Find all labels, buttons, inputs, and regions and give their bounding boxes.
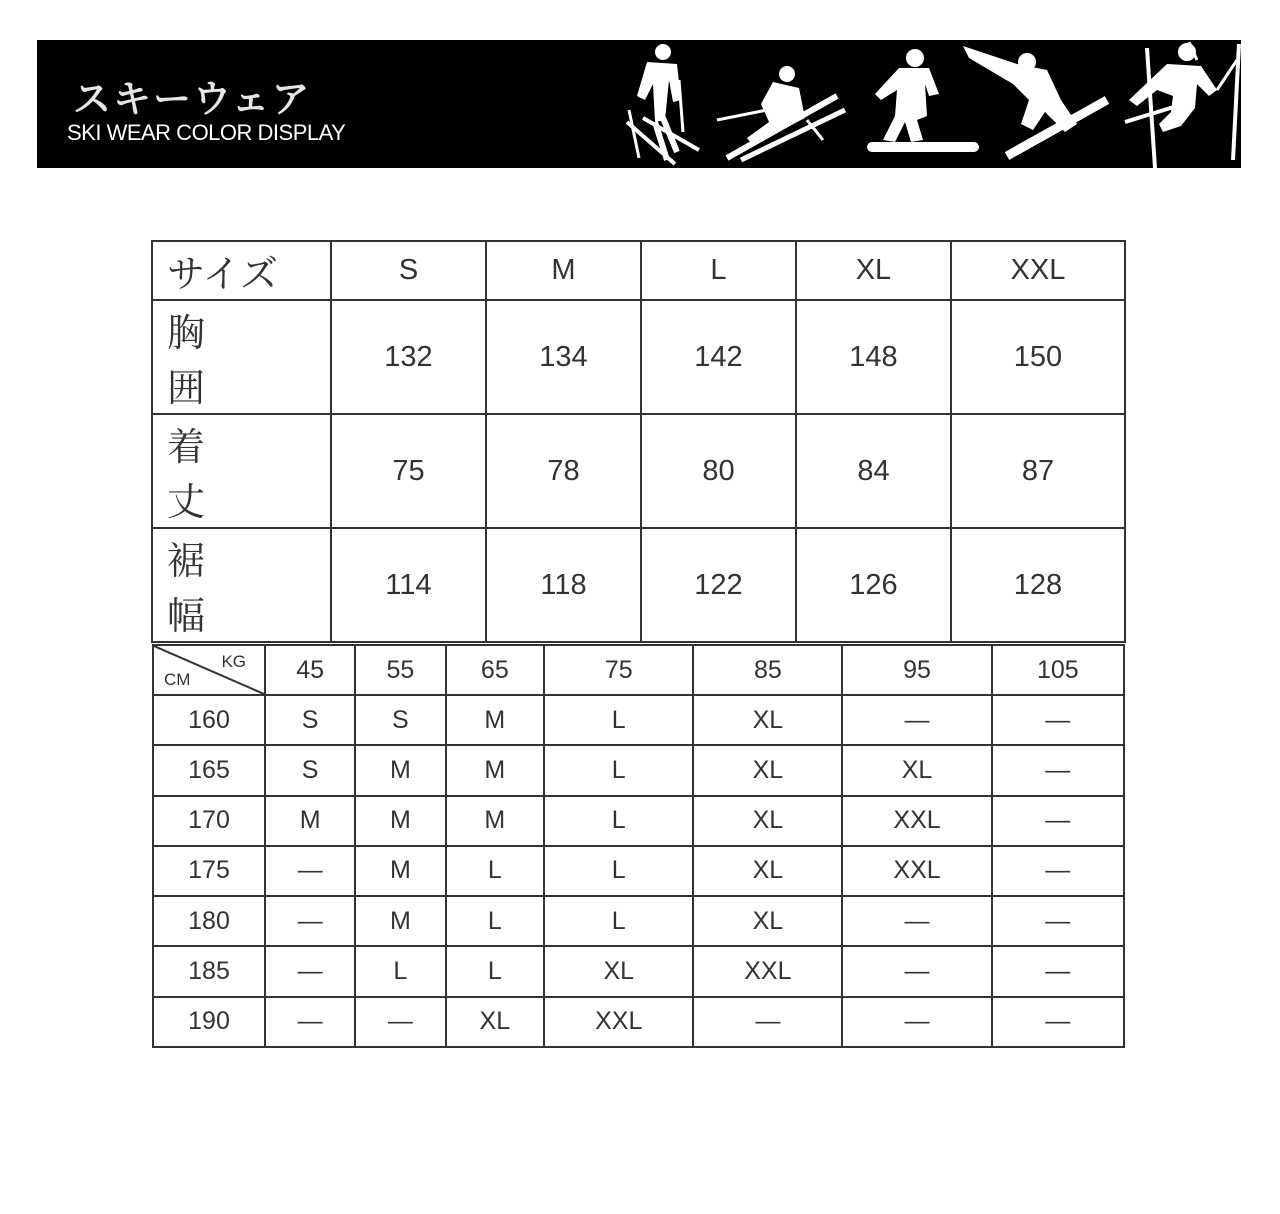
height-unit-label: CM: [164, 670, 191, 689]
measurement-cell: 150: [951, 300, 1125, 414]
weight-column-header: 105: [992, 645, 1124, 695]
size-cell: L: [544, 695, 693, 745]
size-cell: XL: [446, 997, 545, 1047]
measurement-cell: 118: [486, 528, 641, 642]
size-cell: —: [842, 896, 991, 946]
size-cell: XL: [693, 896, 842, 946]
weight-column-header: 65: [446, 645, 545, 695]
row-label-chest: 胸囲: [152, 300, 331, 414]
size-cell: XXL: [842, 796, 991, 846]
size-cell: XXL: [842, 846, 991, 896]
banner-subtitle: SKI WEAR COLOR DISPLAY: [67, 120, 346, 145]
table-row: [153, 796, 1124, 846]
size-column-header: M: [486, 241, 641, 300]
measurement-cell: 84: [796, 414, 951, 528]
measurement-cell: 75: [331, 414, 486, 528]
skier-silhouettes: [577, 40, 1241, 168]
size-column-header: XL: [796, 241, 951, 300]
measurement-cell: 128: [951, 528, 1125, 642]
table-row: [153, 745, 1124, 795]
height-row-header: 165: [153, 745, 265, 795]
height-row-header: 185: [153, 946, 265, 996]
size-cell: XL: [693, 846, 842, 896]
size-column-header: XXL: [951, 241, 1125, 300]
size-cell: M: [446, 796, 545, 846]
header-banner: [37, 40, 1241, 168]
size-column-header: S: [331, 241, 486, 300]
size-cell: XL: [693, 796, 842, 846]
size-cell: —: [693, 997, 842, 1047]
size-cell: —: [992, 796, 1124, 846]
size-cell: L: [446, 846, 545, 896]
size-cell: M: [355, 796, 445, 846]
size-cell: M: [446, 695, 545, 745]
size-cell: S: [265, 695, 355, 745]
size-cell: L: [446, 946, 545, 996]
size-cell: L: [544, 745, 693, 795]
size-cell: S: [355, 695, 445, 745]
size-cell: —: [265, 846, 355, 896]
size-column-header: L: [641, 241, 796, 300]
measurement-cell: 78: [486, 414, 641, 528]
size-cell: —: [992, 745, 1124, 795]
table-row: [153, 997, 1124, 1047]
size-cell: M: [355, 745, 445, 795]
table-row: [153, 846, 1124, 896]
table-row: [153, 896, 1124, 946]
size-row-chest: [152, 300, 1125, 414]
size-cell: XL: [544, 946, 693, 996]
size-cell: XL: [842, 745, 991, 795]
size-header-row: [152, 241, 1125, 300]
corner-cell: [153, 645, 265, 695]
weight-header-row: [153, 645, 1124, 695]
measurement-cell: 80: [641, 414, 796, 528]
size-header-label: サイズ: [152, 241, 331, 300]
size-cell: M: [355, 896, 445, 946]
size-cell: L: [355, 946, 445, 996]
banner-title: スキーウェア: [73, 77, 312, 121]
height-row-header: 190: [153, 997, 265, 1047]
size-cell: —: [355, 997, 445, 1047]
snowboarder-icon: [963, 46, 1107, 156]
size-cell: M: [446, 745, 545, 795]
size-cell: —: [265, 946, 355, 996]
size-cell: XXL: [693, 946, 842, 996]
size-cell: L: [544, 796, 693, 846]
height-row-header: 160: [153, 695, 265, 745]
row-label-hem-width: 裾幅: [152, 528, 331, 642]
measurement-cell: 142: [641, 300, 796, 414]
height-row-header: 175: [153, 846, 265, 896]
size-cell: —: [992, 997, 1124, 1047]
size-cell: M: [355, 846, 445, 896]
height-row-header: 170: [153, 796, 265, 846]
size-cell: XL: [693, 695, 842, 745]
size-row-hem-width: [152, 528, 1125, 642]
size-cell: XXL: [544, 997, 693, 1047]
size-cell: S: [265, 745, 355, 795]
size-cell: L: [544, 896, 693, 946]
skier-icon: [1125, 42, 1239, 168]
size-cell: —: [992, 695, 1124, 745]
size-cell: —: [265, 896, 355, 946]
measurement-cell: 148: [796, 300, 951, 414]
row-label-length: 着丈: [152, 414, 331, 528]
size-cell: —: [842, 946, 991, 996]
weight-column-header: 85: [693, 645, 842, 695]
size-chart-table: [151, 240, 1126, 643]
snowboarder-icon: [867, 49, 979, 152]
size-cell: M: [265, 796, 355, 846]
measurement-cell: 134: [486, 300, 641, 414]
weight-column-header: 55: [355, 645, 445, 695]
height-row-header: 180: [153, 896, 265, 946]
weight-unit-label: KG: [221, 652, 246, 671]
size-cell: —: [992, 846, 1124, 896]
size-cell: —: [992, 946, 1124, 996]
measurement-cell: 132: [331, 300, 486, 414]
measurement-cell: 87: [951, 414, 1125, 528]
size-cell: XL: [693, 745, 842, 795]
skier-icon: [717, 66, 845, 160]
size-cell: —: [992, 896, 1124, 946]
size-cell: —: [842, 695, 991, 745]
size-cell: —: [842, 997, 991, 1047]
measurement-cell: 126: [796, 528, 951, 642]
measurement-cell: 114: [331, 528, 486, 642]
measurement-cell: 122: [641, 528, 796, 642]
weight-column-header: 45: [265, 645, 355, 695]
size-row-length: [152, 414, 1125, 528]
weight-column-header: 75: [544, 645, 693, 695]
size-cell: —: [265, 997, 355, 1047]
weight-column-header: 95: [842, 645, 991, 695]
table-row: [153, 946, 1124, 996]
size-cell: L: [544, 846, 693, 896]
size-cell: L: [446, 896, 545, 946]
skier-icon: [627, 44, 699, 164]
table-row: [153, 695, 1124, 745]
fit-chart-table: [152, 644, 1125, 1048]
